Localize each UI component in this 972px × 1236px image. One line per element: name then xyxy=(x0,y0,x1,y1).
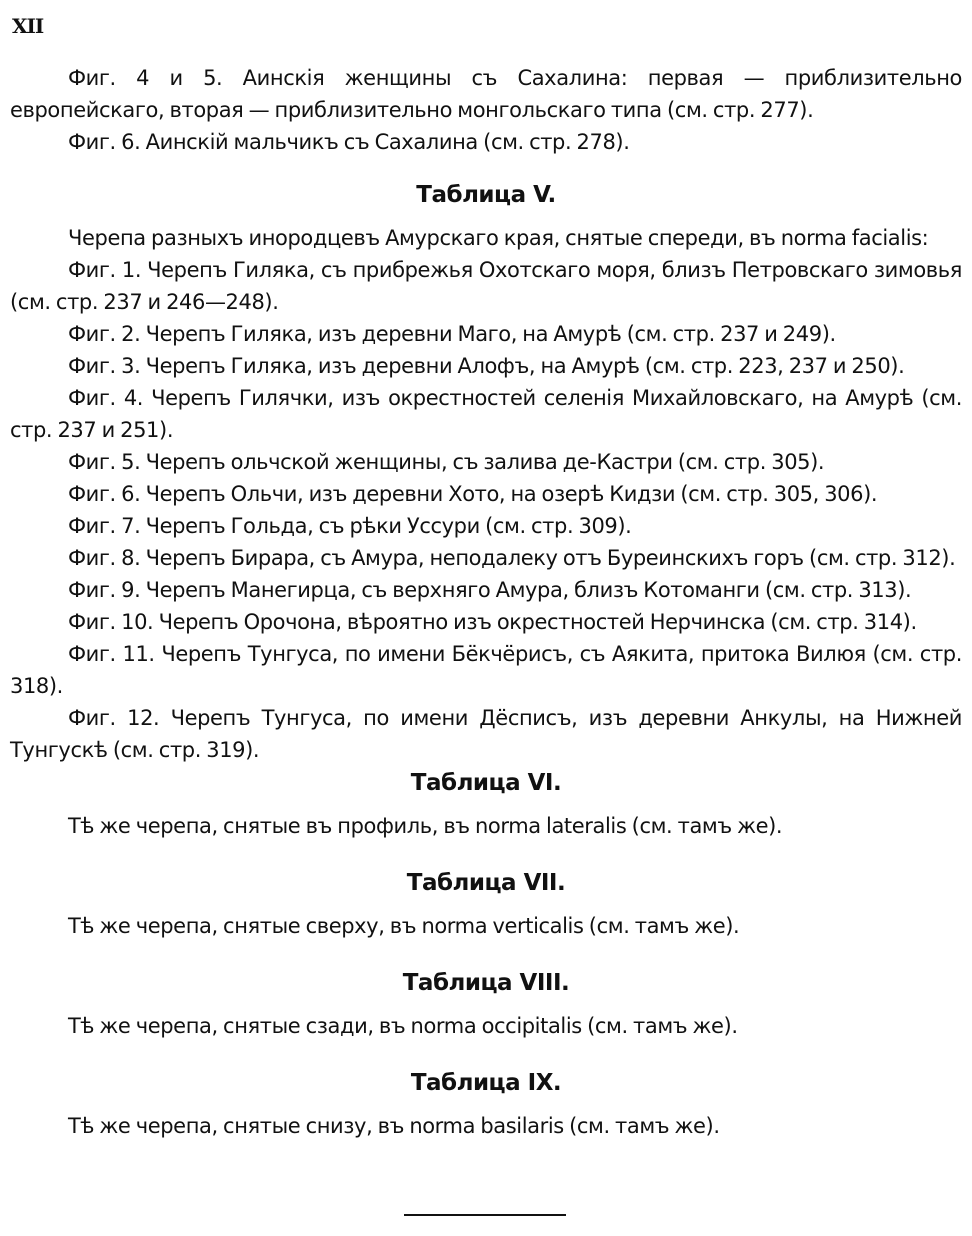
table-6-heading: Таблица VI. xyxy=(410,770,562,796)
page-number: XII xyxy=(12,14,44,38)
table-5-fig-8: Фиг. 8. Черепъ Бирара, съ Амура, неподалеку отъ Буреинскихъ горъ (см. стр. 312). xyxy=(68,546,956,570)
table-5-fig-1: Фиг. 1. Черепъ Гиляка, съ прибрежья Охотскаго моря, близъ Петровскаго зимовья (см. стр. 237 и 246—248). xyxy=(10,258,962,314)
table-5-fig-7: Фиг. 7. Черепъ Гольда, съ рѣки Уссури (см. стр. 309). xyxy=(68,514,632,538)
table-5-fig-12: Фиг. 12. Черепъ Тунгуса, по имени Дёсписъ, изъ деревни Анкулы, на Нижней Тунгускѣ (см. стр. 319). xyxy=(10,706,962,762)
table-6-text: Тѣ же черепа, снятые въ профиль, въ norma lateralis (см. тамъ же). xyxy=(68,814,783,838)
table-9-text: Тѣ же черепа, снятые снизу, въ norma basilaris (см. тамъ же). xyxy=(68,1114,720,1138)
end-rule-divider xyxy=(404,1214,566,1216)
table-5-fig-10: Фиг. 10. Черепъ Орочона, вѣроятно изъ окрестностей Нерчинска (см. стр. 314). xyxy=(68,610,917,634)
table-5-block xyxy=(10,222,962,766)
table-7-block xyxy=(10,910,962,942)
table-5-fig-11: Фиг. 11. Черепъ Тунгуса, по имени Бёкчёрисъ, съ Аякита, притока Вилюя (см. стр. 318). xyxy=(10,642,962,698)
table-8-heading: Таблица VIII. xyxy=(402,970,570,996)
table-8-block xyxy=(10,1010,962,1042)
table-8-text: Тѣ же черепа, снятые сзади, въ norma occipitalis (см. тамъ же). xyxy=(68,1014,738,1038)
table-5-fig-3: Фиг. 3. Черепъ Гиляка, изъ деревни Алофъ, на Амурѣ (см. стр. 223, 237 и 250). xyxy=(68,354,905,378)
intro-block xyxy=(10,62,962,158)
table-5-fig-5: Фиг. 5. Черепъ ольчской женщины, съ залива де-Кастри (см. стр. 305). xyxy=(68,450,825,474)
table-7-text: Тѣ же черепа, снятые сверху, въ norma verticalis (см. тамъ же). xyxy=(68,914,740,938)
table-9-block xyxy=(10,1110,962,1142)
table-5-fig-9: Фиг. 9. Черепъ Манегирца, съ верхняго Амура, близъ Котоманги (см. стр. 313). xyxy=(68,578,912,602)
intro-paragraph-2: Фиг. 6. Аинскій мальчикъ съ Сахалина (см. стр. 278). xyxy=(68,130,630,154)
table-5-intro: Черепа разныхъ инородцевъ Амурскаго края, снятые спереди, въ norma facialis: xyxy=(68,226,929,250)
table-5-fig-4: Фиг. 4. Черепъ Гилячки, изъ окрестностей селенія Михайловскаго, на Амурѣ (см. стр. 237 и 251). xyxy=(10,386,962,442)
table-5-fig-2: Фиг. 2. Черепъ Гиляка, изъ деревни Маго, на Амурѣ (см. стр. 237 и 249). xyxy=(68,322,836,346)
intro-paragraph-1: Фиг. 4 и 5. Аинскія женщины съ Сахалина: первая — приблизительно европейскаго, вторая — приблизительно монгольскаго типа (см. стр. 277). xyxy=(10,66,962,122)
table-6-block xyxy=(10,810,962,842)
table-5-fig-6: Фиг. 6. Черепъ Ольчи, изъ деревни Хото, на озерѣ Кидзи (см. стр. 305, 306). xyxy=(68,482,878,506)
table-7-heading: Таблица VII. xyxy=(406,870,566,896)
table-5-heading: Таблица V. xyxy=(416,182,556,208)
table-9-heading: Таблица IX. xyxy=(410,1070,562,1096)
